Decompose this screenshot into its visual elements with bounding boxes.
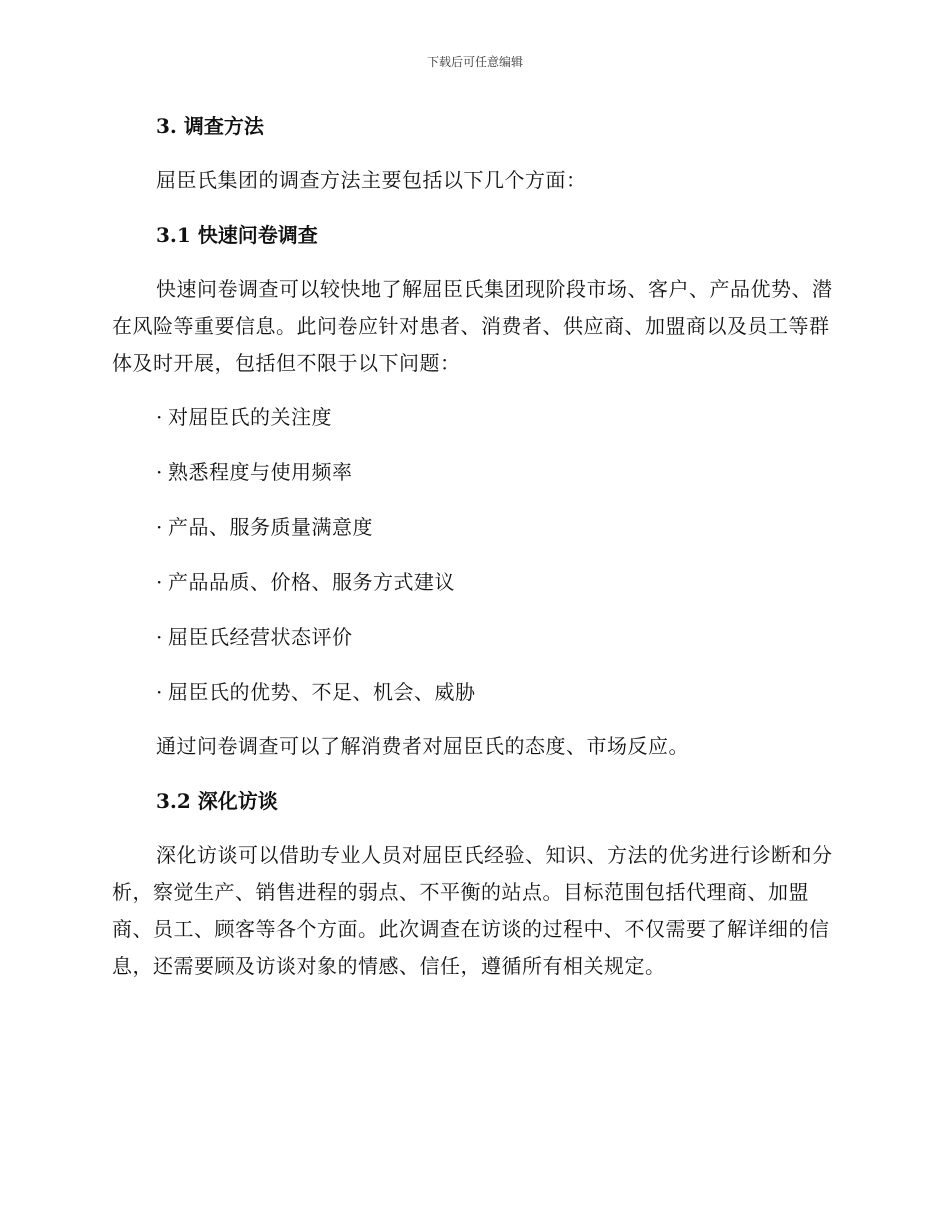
subsection-heading-3-2: 3.2 深化访谈 [156,789,278,813]
bullet-list [112,399,842,711]
bullet-marker: · [156,460,163,484]
list-item-text: 产品、服务质量满意度 [168,515,373,539]
list-item [112,564,842,601]
list-item [112,399,842,436]
subsection-paragraph-3-2: 深化访谈可以借助专业人员对屈臣氏经验、知识、方法的优劣进行诊断和分析，察觉生产、销售进程的弱点、不平衡的站点。目标范围包括代理商、加盟商、员工、顾客等各个方面。此次调查在访谈的过程中、不仅需要了解详细的信息，还需要顾及访谈对象的情感、信任，遵循所有相关规定。 [112,843,833,978]
subsection-heading-3-1: 3.1 快速问卷调查 [156,223,318,247]
section-heading: 3. 调查方法 [156,114,264,138]
list-item-text: 屈臣氏的优势、不足、机会、威胁 [168,680,476,704]
list-item [112,509,842,546]
bullet-marker: · [156,405,163,429]
document-body [112,106,842,985]
list-item-text: 产品品质、价格、服务方式建议 [168,570,455,594]
bullet-marker: · [156,570,163,594]
section-intro: 屈臣氏集团的调查方法主要包括以下几个方面： [156,168,587,192]
list-item [112,454,842,491]
list-item [112,619,842,656]
subsection-paragraph-3-1: 快速问卷调查可以较快地了解屈臣氏集团现阶段市场、客户、产品优势、潜在风险等重要信息。此问卷应针对患者、消费者、供应商、加盟商以及员工等群体及时开展，包括但不限于以下问题： [112,277,833,375]
bullet-marker: · [156,625,163,649]
subsection-conclusion-3-1: 通过问卷调查可以了解消费者对屈臣氏的态度、市场反应。 [156,734,689,758]
bullet-marker: · [156,680,163,704]
list-item [112,674,842,711]
page-header: 下载后可任意编辑 [426,55,523,69]
bullet-marker: · [156,515,163,539]
list-item-text: 熟悉程度与使用频率 [168,460,353,484]
list-item-text: 屈臣氏经营状态评价 [168,625,353,649]
list-item-text: 对屈臣氏的关注度 [168,405,332,429]
